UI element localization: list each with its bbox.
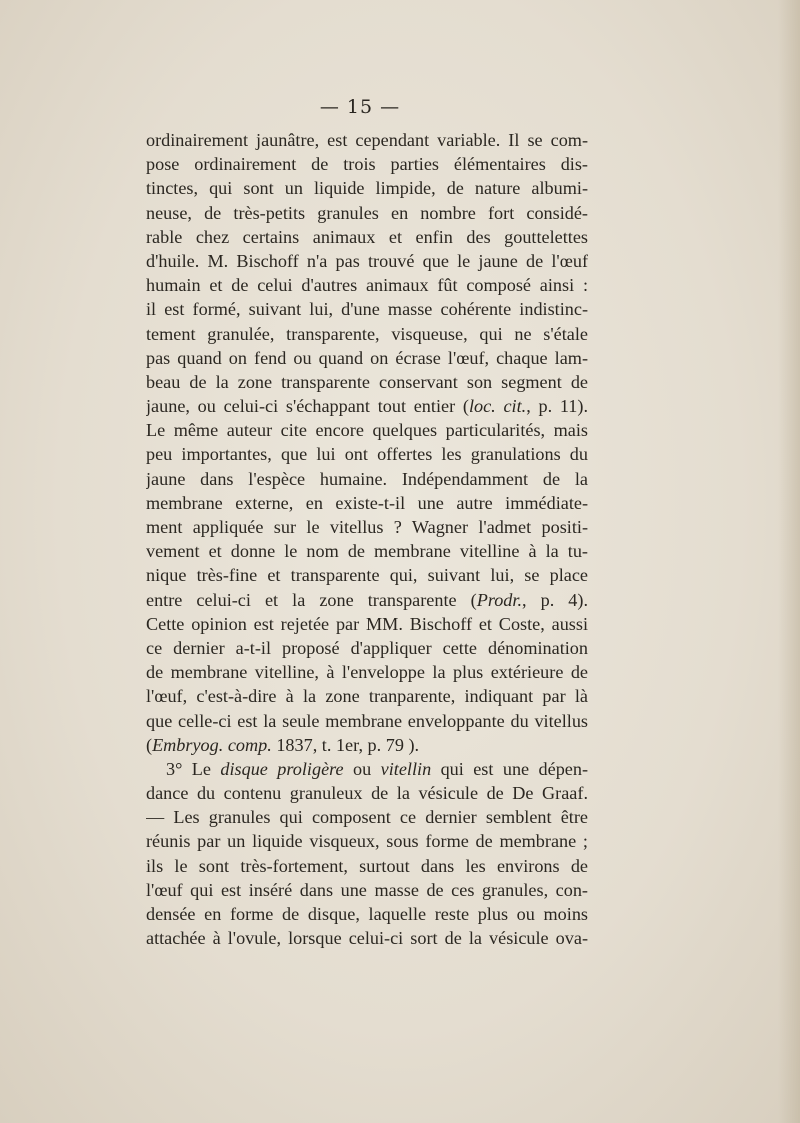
text-line: [146, 781, 588, 805]
text-line: [146, 273, 588, 297]
text-segment: Le même auteur cite encore quelques particularités, mais: [146, 420, 588, 441]
text-segment: densée en forme de disque, laquelle reste plus ou moins: [146, 904, 588, 924]
text-line: [146, 249, 588, 273]
text-segment: (: [146, 734, 153, 755]
text-line: [146, 878, 588, 902]
text-line: [146, 370, 588, 394]
text-line: [146, 805, 588, 829]
text-line: [146, 491, 588, 515]
text-segment: tinctes, qui sont un liquide limpide, de nature albumi-: [146, 178, 588, 199]
text-line: [146, 442, 588, 466]
text-segment: tement granulée, transparente, visqueuse, qui ne s'étale: [146, 323, 588, 344]
text-line: [146, 515, 588, 539]
text-line: [146, 854, 588, 878]
text-segment: humain et de celui d'autres animaux fût composé ainsi :: [146, 275, 588, 296]
text-segment: 3° Le: [166, 758, 221, 779]
text-segment: neuse, de très-petits granules en nombre fort considé-: [146, 202, 588, 223]
text-segment: que celle-ci est la seule membrane enveloppante du vitellus: [146, 710, 588, 731]
text-segment: il est formé, suivant lui, d'une masse cohérente indistinc-: [146, 299, 588, 320]
italic-text: vitellin: [380, 758, 432, 779]
text-line: [146, 733, 588, 757]
text-segment: vement et donne le nom de membrane vitelline à la tu-: [146, 541, 588, 562]
text-line: [146, 709, 588, 733]
text-line: [146, 322, 588, 346]
italic-text: Prodr.: [476, 589, 523, 610]
italic-text: Embryog. comp.: [152, 734, 272, 755]
text-line: [146, 563, 588, 587]
text-line: [146, 588, 588, 612]
text-line: [146, 829, 588, 853]
text-segment: peu importantes, que lui ont offertes les granulations du: [146, 444, 588, 465]
text-line: [146, 612, 588, 636]
text-line: [146, 926, 588, 950]
text-segment: beau de la zone transparente conservant son segment de: [146, 371, 588, 392]
text-segment: membrane externe, en existe-t-il une autre immédiate-: [146, 492, 588, 513]
text-segment: d'huile. M. Bischoff n'a pas trouvé que le jaune de l'œuf: [146, 250, 588, 271]
text-line: [146, 418, 588, 442]
text-line: [146, 467, 588, 491]
text-segment: rable chez certains animaux et enfin des gouttelettes: [146, 226, 588, 247]
page-edge-shadow: [778, 0, 800, 1123]
text-segment: Cette opinion est rejetée par MM. Bischoff et Coste, aussi: [146, 613, 588, 634]
text-segment: l'œuf, c'est-à-dire à la zone tranparente, indiquant par là: [146, 686, 588, 707]
text-segment: ils le sont très-fortement, surtout dans les environs de: [146, 855, 588, 876]
text-line: [146, 394, 588, 418]
text-segment: , p. 4).: [522, 589, 588, 610]
text-line: [146, 636, 588, 660]
text-line: [146, 152, 588, 176]
text-line: [146, 225, 588, 249]
text-line: [146, 684, 588, 708]
text-segment: dance du contenu granuleux de la vésicule de De Graaf.: [146, 783, 588, 804]
text-segment: jaune dans l'espèce humaine. Indépendamment de la: [146, 468, 588, 489]
text-segment: qui est une dépen-: [431, 758, 588, 779]
text-segment: entre celui-ci et la zone transparente (: [146, 589, 477, 610]
text-segment: pas quand on fend ou quand on écrase l'œuf, chaque lam-: [146, 347, 588, 368]
italic-text: disque proligère: [220, 758, 344, 779]
text-segment: 1837, t. 1er, p. 79 ).: [271, 734, 420, 755]
text-segment: ce dernier a-t-il proposé d'appliquer cette dénomination: [146, 637, 588, 658]
text-segment: — Les granules qui composent ce dernier semblent être: [146, 807, 588, 828]
text-segment: ment appliquée sur le vitellus ? Wagner l'admet positi-: [146, 517, 588, 537]
text-line: [146, 539, 588, 563]
text-line: [146, 128, 588, 152]
text-line: [146, 297, 588, 321]
text-segment: ou: [343, 758, 381, 779]
text-segment: ordinairement jaunâtre, est cependant variable. Il se com-: [146, 130, 588, 150]
text-segment: réunis par un liquide visqueux, sous forme de membrane ;: [146, 831, 588, 852]
text-line: [146, 757, 588, 781]
page-number: — 15 —: [319, 96, 401, 118]
text-segment: attachée à l'ovule, lorsque celui-ci sort de la vésicule ova-: [146, 928, 588, 949]
text-line: [146, 201, 588, 225]
text-line: [146, 660, 588, 684]
text-segment: jaune, ou celui-ci s'échappant tout entier (: [146, 396, 469, 417]
text-segment: , p. 11).: [526, 396, 588, 417]
text-segment: nique très-fine et transparente qui, suivant lui, se place: [146, 565, 588, 586]
italic-text: loc. cit.: [468, 396, 527, 417]
text-segment: l'œuf qui est inséré dans une masse de ces granules, con-: [146, 879, 588, 900]
body-text: [146, 128, 588, 950]
text-line: [146, 176, 588, 200]
text-segment: pose ordinairement de trois parties élémentaires dis-: [146, 154, 588, 175]
text-line: [146, 902, 588, 926]
text-segment: de membrane vitelline, à l'enveloppe la plus extérieure de: [146, 662, 588, 683]
text-line: [146, 346, 588, 370]
